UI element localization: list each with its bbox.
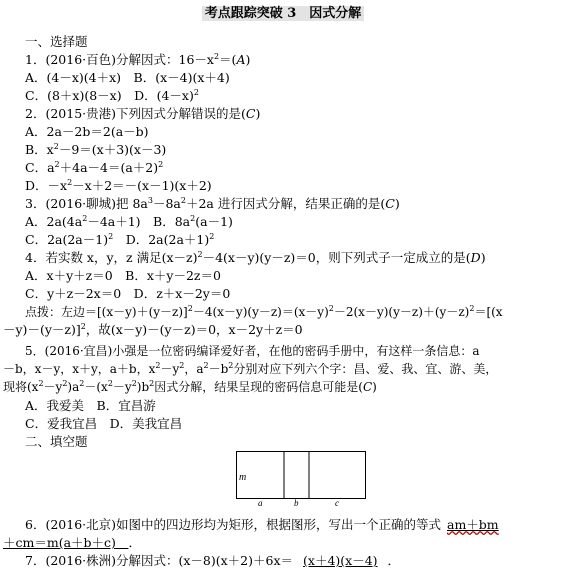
q4-answer: D — [470, 250, 481, 265]
q2-option-c: C．$a^2+4a-4=(a+2)^2$ — [25, 159, 164, 175]
label-c: c — [335, 498, 339, 506]
q5-answer: C — [362, 380, 373, 394]
q2-stem: 2．(2015·贵港)下列因式分解错误的是(C) — [25, 106, 261, 121]
q3-options-cd: C．$2a(2a-1)^2$ D．$2a(2a+1)^2$ — [25, 231, 215, 247]
q4-options-cd: C．y＋z－2x＝0 D．z＋x－2y＝0 — [25, 286, 231, 301]
q3-stem: 3．(2016·聊城)把 $8a^3-8a^2+2a$ 进行因式分解，结果正确的是(C) — [25, 195, 400, 211]
label-m: m — [239, 472, 247, 483]
q5-stem-line3: 现将$(x^2-y^2)a^2-(x^2-y^2)b^2$因式分解，结果呈现的密码信息可能是(C) — [3, 379, 377, 394]
q1-stem: 1．(2016·百色)分解因式：$16-x^2=(A)$ — [25, 51, 251, 67]
outer-rectangle — [237, 452, 366, 499]
section-choice: 一、选择题 — [25, 34, 88, 49]
section-fill: 二、填空题 — [25, 434, 88, 449]
q6-answer-part1: am＋bm — [447, 517, 499, 532]
q3-answer: C — [385, 196, 395, 211]
q3-options-ab: A．$2a(4a^2-4a+1)$ B．$8a^2(a-1)$ — [25, 213, 233, 229]
label-b: b — [294, 498, 299, 506]
q1-options-ab: A．(4－x)(4＋x) B．(x－4)(x＋4) — [25, 70, 230, 85]
q7-answer: (x＋4)(x－4) — [303, 553, 378, 568]
q7-stem: 7．(2016·株洲)分解因式：(x－8)(x＋2)＋6x＝ (x＋4)(x－4) ． — [25, 553, 401, 568]
q5-options-cd: C．爱我宜昌 D．美我宜昌 — [25, 416, 183, 431]
q1-options-cd: C．(8＋x)(8－x) D．$(4-x)^2$ — [25, 87, 199, 103]
q4-hint-line2: －y)－(y－z)]$^2$，故(x－y)－(y－z)＝0，x－2y＋z＝0 — [3, 321, 303, 337]
q2-option-b: B．$x^2-9=(x+3)(x-3)$ — [25, 141, 167, 157]
q4-options-ab: A．x＋y＋z＝0 B．x＋y－2z＝0 — [25, 268, 221, 283]
q2-option-a: A．2a－2b＝2(a－b) — [25, 124, 149, 139]
page-title: 考点跟踪突破 3 因式分解 — [0, 2, 566, 21]
label-a: a — [258, 498, 263, 506]
q6-answer-line2: ＋cm＝m(a＋b＋c) ． — [3, 535, 141, 550]
q4-stem: 4．若实数 x，y，z 满足$(x-z)^2-4(x-y)(y-z)=0$，则下列式子一定成立的是(D) — [25, 249, 486, 265]
q2-option-d: D．$-x^2-x+2=-(x-1)(x+2)$ — [25, 177, 212, 193]
q2-answer: C — [245, 106, 256, 121]
q5-options-ab: A．我爱美 B．宜昌游 — [25, 398, 156, 413]
q1-answer: A — [236, 52, 246, 67]
q4-hint-line1: 点拨：左边$=[(x-y)+(y-z)]^2-4(x-y)(y-z)=(x-y)^2-2(x-y)(y-z)+(y-z)^2=[(x$ — [25, 304, 503, 319]
q5-stem-line1: 5．(2016·宜昌)小强是一位密码编译爱好者，在他的密码手册中，有这样一条信息：a — [25, 344, 480, 358]
q6-answer-part2: ＋cm＝m(a＋b＋c) — [3, 535, 116, 550]
q6-stem: 6．(2016·北京)如图中的四边形均为矩形，根据图形，写出一个正确的等式 am＋bm — [25, 517, 499, 532]
q5-stem-line2: －b，x－y，x＋y，a＋b，$x^2-y^2$，$a^2-b^2$分别对应下列六个字：昌、爱、我、宜、游、美， — [3, 361, 498, 376]
rectangles-figure — [236, 451, 366, 506]
